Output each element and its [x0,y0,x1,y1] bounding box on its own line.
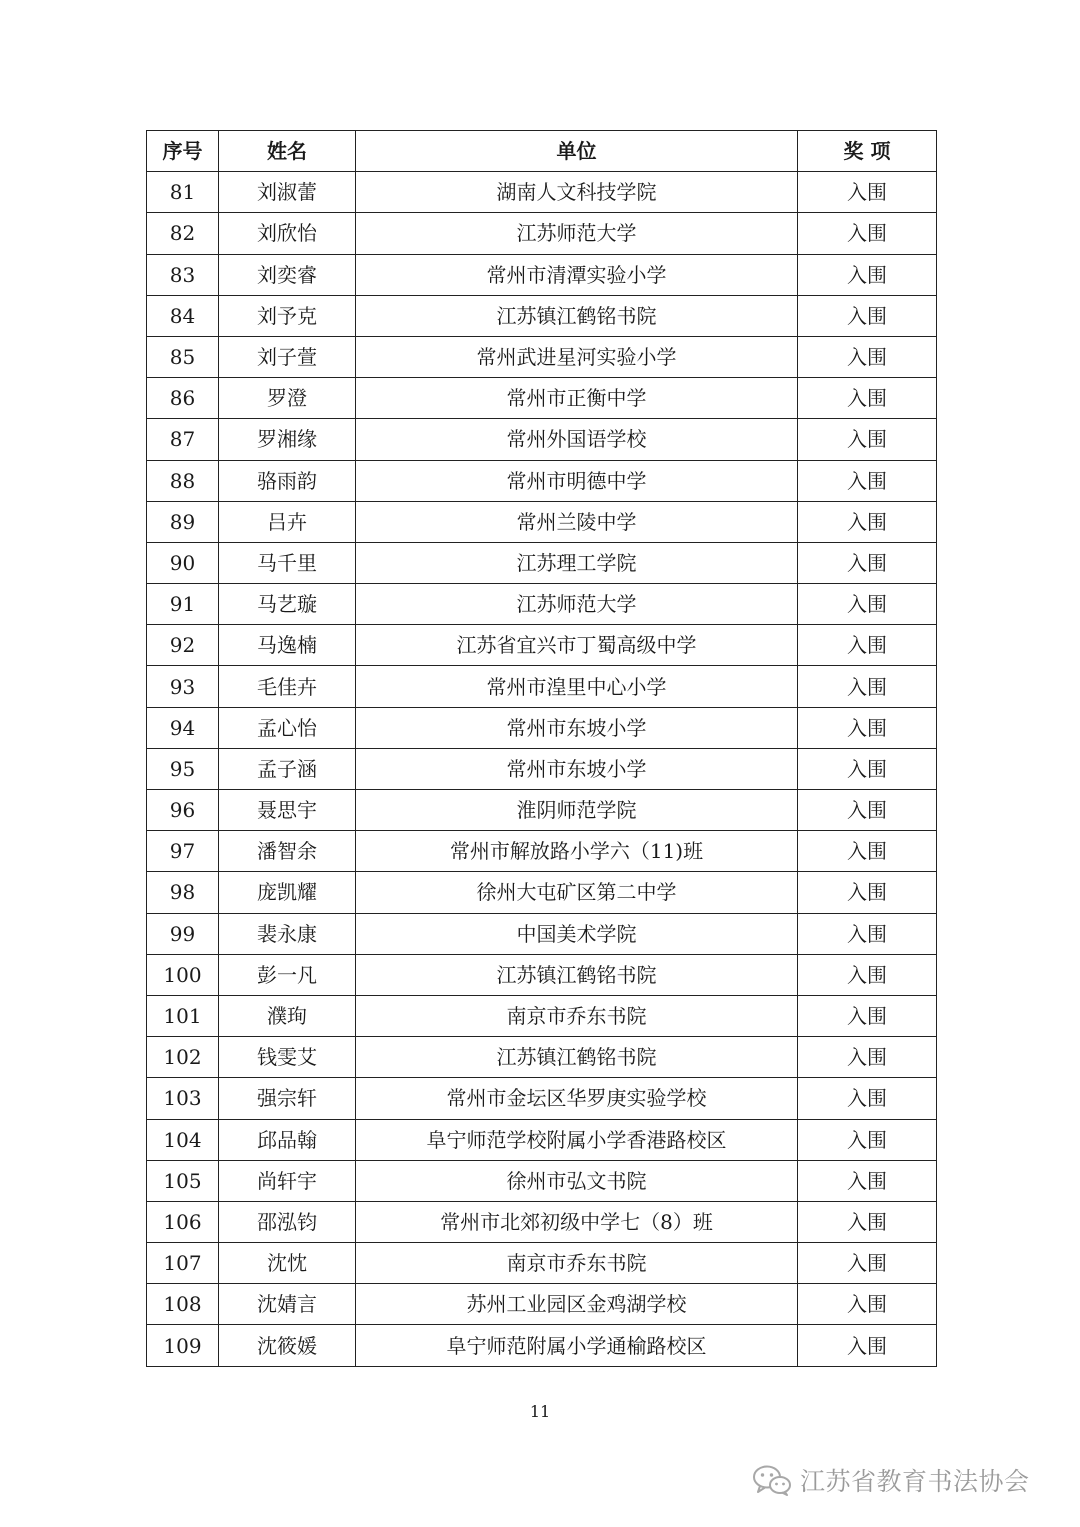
table-row [147,1078,937,1119]
watermark-text: 江苏省教育书法协会 [800,1467,1030,1496]
cell-name: 孟心怡 [219,707,356,748]
cell-index: 83 [147,254,219,295]
cell-name: 罗湘缘 [219,419,356,460]
cell-organization: 阜宁师范学校附属小学香港路校区 [356,1119,798,1160]
cell-organization: 常州市东坡小学 [356,707,798,748]
cell-award: 入围 [798,831,937,872]
cell-name: 濮珣 [219,995,356,1036]
cell-name: 钱雯艾 [219,1037,356,1078]
cell-award: 入围 [798,1243,937,1284]
cell-index: 97 [147,831,219,872]
table-row [147,790,937,831]
table-row [147,995,937,1036]
cell-award: 入围 [798,172,937,213]
cell-organization: 淮阴师范学院 [356,790,798,831]
cell-index: 88 [147,460,219,501]
cell-index: 82 [147,213,219,254]
cell-award: 入围 [798,872,937,913]
cell-name: 强宗轩 [219,1078,356,1119]
awards-table [146,130,937,1367]
cell-name: 刘子萱 [219,336,356,377]
cell-name: 沈婧言 [219,1284,356,1325]
cell-name: 沈筱媛 [219,1325,356,1366]
cell-name: 毛佳卉 [219,666,356,707]
table-row [147,254,937,295]
cell-name: 刘予克 [219,295,356,336]
cell-organization: 江苏省宜兴市丁蜀高级中学 [356,625,798,666]
cell-organization: 常州武进星河实验小学 [356,336,798,377]
cell-award: 入围 [798,501,937,542]
cell-organization: 湖南人文科技学院 [356,172,798,213]
cell-name: 马逸楠 [219,625,356,666]
cell-organization: 常州市清潭实验小学 [356,254,798,295]
cell-award: 入围 [798,1201,937,1242]
cell-organization: 南京市乔东书院 [356,1243,798,1284]
cell-name: 刘奕睿 [219,254,356,295]
cell-name: 邵泓钧 [219,1201,356,1242]
cell-organization: 常州市北郊初级中学七（8）班 [356,1201,798,1242]
cell-award: 入围 [798,542,937,583]
cell-organization: 苏州工业园区金鸡湖学校 [356,1284,798,1325]
wechat-icon [752,1464,792,1496]
cell-index: 95 [147,748,219,789]
cell-award: 入围 [798,995,937,1036]
table-row [147,378,937,419]
cell-index: 87 [147,419,219,460]
cell-index: 86 [147,378,219,419]
table-row [147,831,937,872]
table-row [147,1325,937,1366]
table-row [147,336,937,377]
cell-organization: 徐州市弘文书院 [356,1160,798,1201]
cell-index: 100 [147,954,219,995]
cell-award: 入围 [798,213,937,254]
cell-name: 吕卉 [219,501,356,542]
cell-organization: 常州外国语学校 [356,419,798,460]
cell-organization: 常州市明德中学 [356,460,798,501]
cell-award: 入围 [798,419,937,460]
cell-award: 入围 [798,666,937,707]
cell-name: 沈忱 [219,1243,356,1284]
cell-index: 102 [147,1037,219,1078]
cell-index: 101 [147,995,219,1036]
cell-name: 庞凯耀 [219,872,356,913]
cell-organization: 常州市金坛区华罗庚实验学校 [356,1078,798,1119]
cell-index: 103 [147,1078,219,1119]
table-row [147,172,937,213]
cell-index: 106 [147,1201,219,1242]
cell-index: 104 [147,1119,219,1160]
cell-index: 85 [147,336,219,377]
cell-organization: 阜宁师范附属小学通榆路校区 [356,1325,798,1366]
header-organization: 单位 [356,131,798,172]
cell-award: 入围 [798,1284,937,1325]
header-name: 姓名 [219,131,356,172]
table-row [147,542,937,583]
table-header-row [147,131,937,172]
cell-index: 107 [147,1243,219,1284]
cell-award: 入围 [798,584,937,625]
table-row [147,872,937,913]
cell-index: 94 [147,707,219,748]
cell-organization: 江苏镇江鹤铭书院 [356,1037,798,1078]
cell-award: 入围 [798,1325,937,1366]
cell-organization: 徐州大屯矿区第二中学 [356,872,798,913]
cell-award: 入围 [798,295,937,336]
cell-organization: 常州市解放路小学六（11)班 [356,831,798,872]
cell-name: 马艺璇 [219,584,356,625]
cell-index: 98 [147,872,219,913]
header-award: 奖 项 [798,131,937,172]
cell-name: 罗澄 [219,378,356,419]
page-number: 11 [529,1402,551,1421]
table-row [147,460,937,501]
cell-index: 108 [147,1284,219,1325]
cell-organization: 常州市湟里中心小学 [356,666,798,707]
cell-award: 入围 [798,748,937,789]
table-row [147,954,937,995]
cell-organization: 常州市正衡中学 [356,378,798,419]
header-index: 序号 [147,131,219,172]
table-row [147,1119,937,1160]
cell-award: 入围 [798,1119,937,1160]
cell-award: 入围 [798,625,937,666]
cell-award: 入围 [798,1037,937,1078]
cell-award: 入围 [798,707,937,748]
cell-name: 马千里 [219,542,356,583]
cell-award: 入围 [798,378,937,419]
table-row [147,1037,937,1078]
cell-name: 孟子涵 [219,748,356,789]
cell-award: 入围 [798,790,937,831]
cell-index: 96 [147,790,219,831]
table-row [147,1284,937,1325]
cell-index: 92 [147,625,219,666]
table-row [147,1243,937,1284]
cell-organization: 中国美术学院 [356,913,798,954]
cell-name: 邱品翰 [219,1119,356,1160]
table-row [147,913,937,954]
cell-award: 入围 [798,1160,937,1201]
cell-organization: 江苏镇江鹤铭书院 [356,295,798,336]
cell-award: 入围 [798,336,937,377]
cell-index: 91 [147,584,219,625]
cell-index: 105 [147,1160,219,1201]
cell-index: 90 [147,542,219,583]
table-row [147,419,937,460]
cell-name: 刘淑蕾 [219,172,356,213]
table-row [147,1201,937,1242]
cell-organization: 江苏师范大学 [356,213,798,254]
cell-index: 109 [147,1325,219,1366]
table-row [147,501,937,542]
cell-organization: 江苏师范大学 [356,584,798,625]
cell-name: 潘智余 [219,831,356,872]
cell-organization: 常州兰陵中学 [356,501,798,542]
cell-index: 93 [147,666,219,707]
cell-index: 99 [147,913,219,954]
table-row [147,584,937,625]
cell-name: 刘欣怡 [219,213,356,254]
cell-award: 入围 [798,460,937,501]
table-row [147,707,937,748]
table-row [147,295,937,336]
table-body [147,172,937,1366]
cell-name: 尚轩宇 [219,1160,356,1201]
cell-award: 入围 [798,954,937,995]
cell-index: 84 [147,295,219,336]
cell-index: 81 [147,172,219,213]
table-row [147,213,937,254]
table-row [147,748,937,789]
cell-organization: 常州市东坡小学 [356,748,798,789]
cell-organization: 江苏理工学院 [356,542,798,583]
cell-award: 入围 [798,254,937,295]
cell-organization: 江苏镇江鹤铭书院 [356,954,798,995]
table-row [147,666,937,707]
cell-name: 彭一凡 [219,954,356,995]
cell-name: 骆雨韵 [219,460,356,501]
cell-index: 89 [147,501,219,542]
cell-award: 入围 [798,1078,937,1119]
cell-name: 裴永康 [219,913,356,954]
watermark [752,1458,1062,1502]
table-row [147,625,937,666]
cell-name: 聂思宇 [219,790,356,831]
table-row [147,1160,937,1201]
cell-organization: 南京市乔东书院 [356,995,798,1036]
cell-award: 入围 [798,913,937,954]
